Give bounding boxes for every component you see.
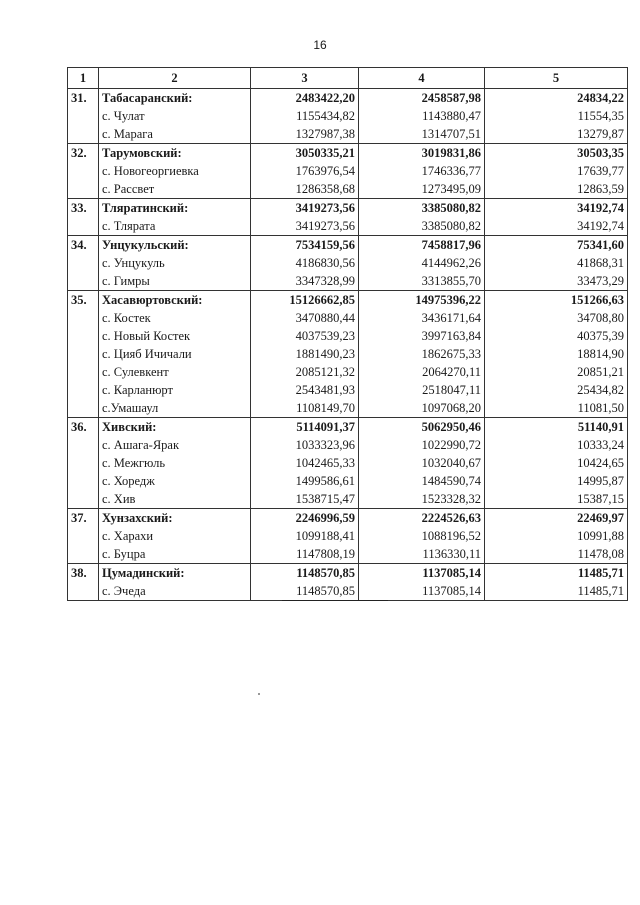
name-cell: с. Сулевкент [99, 363, 251, 381]
col3-value-cell: 1042465,33 [251, 454, 359, 472]
col5-value-cell: 34192,74 [485, 199, 628, 218]
name-cell: с. Цияб Ичичали [99, 345, 251, 363]
col5-value-cell: 11485,71 [485, 564, 628, 583]
col5-value-cell: 20851,21 [485, 363, 628, 381]
col5-value-cell: 13279,87 [485, 125, 628, 144]
village-row [68, 527, 628, 545]
name-cell: Тарумовский: [99, 144, 251, 163]
village-row [68, 162, 628, 180]
col5-value-cell: 11485,71 [485, 582, 628, 601]
name-cell: с. Эчеда [99, 582, 251, 601]
col4-value-cell: 1314707,51 [359, 125, 485, 144]
district-row [68, 564, 628, 583]
col4-value-cell: 4144962,26 [359, 254, 485, 272]
row-number-cell: 33. [68, 199, 99, 218]
col4-value-cell: 1022990,72 [359, 436, 485, 454]
row-number-cell: 38. [68, 564, 99, 583]
name-cell: с. Марага [99, 125, 251, 144]
name-cell: с. Межгюль [99, 454, 251, 472]
name-cell: Тляратинский: [99, 199, 251, 218]
col3-value-cell: 1033323,96 [251, 436, 359, 454]
name-cell: с.Умашаул [99, 399, 251, 418]
header-col-4: 4 [359, 68, 485, 89]
village-row [68, 125, 628, 144]
page-number: 16 [313, 38, 327, 52]
col3-value-cell: 3470880,44 [251, 309, 359, 327]
row-number-cell [68, 107, 99, 125]
row-number-cell [68, 381, 99, 399]
col5-value-cell: 34708,80 [485, 309, 628, 327]
col5-value-cell: 11554,35 [485, 107, 628, 125]
name-cell: Хивский: [99, 418, 251, 437]
col5-value-cell: 11081,50 [485, 399, 628, 418]
col5-value-cell: 25434,82 [485, 381, 628, 399]
name-cell: с. Ашага-Ярак [99, 436, 251, 454]
district-row [68, 291, 628, 310]
name-cell: с. Гимры [99, 272, 251, 291]
village-row [68, 582, 628, 601]
table-body [68, 89, 628, 601]
row-number-cell [68, 217, 99, 236]
col4-value-cell: 3997163,84 [359, 327, 485, 345]
table-header [68, 68, 628, 89]
col4-value-cell: 7458817,96 [359, 236, 485, 255]
col3-value-cell: 1763976,54 [251, 162, 359, 180]
row-number-cell: 32. [68, 144, 99, 163]
col4-value-cell: 3385080,82 [359, 199, 485, 218]
col5-value-cell: 11478,08 [485, 545, 628, 564]
name-cell: Табасаранский: [99, 89, 251, 108]
col4-value-cell: 2064270,11 [359, 363, 485, 381]
row-number-cell [68, 582, 99, 601]
col5-value-cell: 18814,90 [485, 345, 628, 363]
name-cell: с. Карланюрт [99, 381, 251, 399]
name-cell: с. Унцукуль [99, 254, 251, 272]
col3-value-cell: 2246996,59 [251, 509, 359, 528]
row-number-cell: 31. [68, 89, 99, 108]
col3-value-cell: 3050335,21 [251, 144, 359, 163]
village-row [68, 472, 628, 490]
col4-value-cell: 1088196,52 [359, 527, 485, 545]
name-cell: с. Новогеоргиевка [99, 162, 251, 180]
name-cell: с. Хив [99, 490, 251, 509]
col3-value-cell: 15126662,85 [251, 291, 359, 310]
scan-speck [258, 693, 260, 695]
row-number-cell [68, 490, 99, 509]
col4-value-cell: 2224526,63 [359, 509, 485, 528]
col5-value-cell: 151266,63 [485, 291, 628, 310]
col3-value-cell: 1155434,82 [251, 107, 359, 125]
col4-value-cell: 5062950,46 [359, 418, 485, 437]
col5-value-cell: 34192,74 [485, 217, 628, 236]
village-row [68, 180, 628, 199]
row-number-cell: 37. [68, 509, 99, 528]
col3-value-cell: 3347328,99 [251, 272, 359, 291]
col5-value-cell: 22469,97 [485, 509, 628, 528]
col3-value-cell: 2543481,93 [251, 381, 359, 399]
row-number-cell [68, 309, 99, 327]
col3-value-cell: 7534159,56 [251, 236, 359, 255]
col3-value-cell: 1881490,23 [251, 345, 359, 363]
col5-value-cell: 17639,77 [485, 162, 628, 180]
col3-value-cell: 1538715,47 [251, 490, 359, 509]
name-cell: с. Костек [99, 309, 251, 327]
col4-value-cell: 1137085,14 [359, 564, 485, 583]
row-number-cell [68, 545, 99, 564]
village-row [68, 454, 628, 472]
col3-value-cell: 1148570,85 [251, 582, 359, 601]
col5-value-cell: 30503,35 [485, 144, 628, 163]
village-row [68, 436, 628, 454]
col4-value-cell: 3385080,82 [359, 217, 485, 236]
col3-value-cell: 4186830,56 [251, 254, 359, 272]
col4-value-cell: 1032040,67 [359, 454, 485, 472]
row-number-cell [68, 345, 99, 363]
row-number-cell [68, 454, 99, 472]
district-row [68, 199, 628, 218]
col5-value-cell: 24834,22 [485, 89, 628, 108]
col5-value-cell: 12863,59 [485, 180, 628, 199]
col3-value-cell: 4037539,23 [251, 327, 359, 345]
col3-value-cell: 2483422,20 [251, 89, 359, 108]
col4-value-cell: 1523328,32 [359, 490, 485, 509]
col4-value-cell: 1143880,47 [359, 107, 485, 125]
col4-value-cell: 14975396,22 [359, 291, 485, 310]
name-cell: Унцукульский: [99, 236, 251, 255]
village-row [68, 107, 628, 125]
village-row [68, 490, 628, 509]
name-cell: с. Буцра [99, 545, 251, 564]
name-cell: с. Чулат [99, 107, 251, 125]
village-row [68, 272, 628, 291]
col3-value-cell: 1327987,38 [251, 125, 359, 144]
end-rule [282, 600, 388, 601]
col5-value-cell: 33473,29 [485, 272, 628, 291]
header-col-3: 3 [251, 68, 359, 89]
district-row [68, 89, 628, 108]
district-row [68, 144, 628, 163]
col3-value-cell: 1286358,68 [251, 180, 359, 199]
district-row [68, 509, 628, 528]
row-number-cell [68, 527, 99, 545]
village-row [68, 399, 628, 418]
allocation-table [67, 67, 628, 601]
row-number-cell [68, 472, 99, 490]
row-number-cell [68, 254, 99, 272]
col3-value-cell: 1499586,61 [251, 472, 359, 490]
row-number-cell [68, 399, 99, 418]
name-cell: Хунзахский: [99, 509, 251, 528]
col5-value-cell: 75341,60 [485, 236, 628, 255]
row-number-cell [68, 272, 99, 291]
row-number-cell [68, 125, 99, 144]
col4-value-cell: 3019831,86 [359, 144, 485, 163]
row-number-cell [68, 436, 99, 454]
col3-value-cell: 2085121,32 [251, 363, 359, 381]
row-number-cell: 36. [68, 418, 99, 437]
row-number-cell: 35. [68, 291, 99, 310]
col5-value-cell: 10424,65 [485, 454, 628, 472]
header-col-5: 5 [485, 68, 628, 89]
name-cell: с. Тлярата [99, 217, 251, 236]
district-row [68, 418, 628, 437]
village-row [68, 363, 628, 381]
village-row [68, 309, 628, 327]
col3-value-cell: 1147808,19 [251, 545, 359, 564]
name-cell: с. Новый Костек [99, 327, 251, 345]
col5-value-cell: 41868,31 [485, 254, 628, 272]
header-row [68, 68, 628, 89]
col3-value-cell: 3419273,56 [251, 217, 359, 236]
col4-value-cell: 1862675,33 [359, 345, 485, 363]
col4-value-cell: 1484590,74 [359, 472, 485, 490]
col5-value-cell: 10333,24 [485, 436, 628, 454]
col4-value-cell: 2518047,11 [359, 381, 485, 399]
name-cell: с. Хоредж [99, 472, 251, 490]
village-row [68, 381, 628, 399]
col5-value-cell: 51140,91 [485, 418, 628, 437]
header-col-1: 1 [68, 68, 99, 89]
village-row [68, 254, 628, 272]
village-row [68, 345, 628, 363]
row-number-cell: 34. [68, 236, 99, 255]
col4-value-cell: 1097068,20 [359, 399, 485, 418]
col4-value-cell: 1136330,11 [359, 545, 485, 564]
village-row [68, 327, 628, 345]
col5-value-cell: 10991,88 [485, 527, 628, 545]
col3-value-cell: 3419273,56 [251, 199, 359, 218]
col4-value-cell: 1273495,09 [359, 180, 485, 199]
row-number-cell [68, 363, 99, 381]
col3-value-cell: 1148570,85 [251, 564, 359, 583]
col5-value-cell: 15387,15 [485, 490, 628, 509]
name-cell: Хасавюртовский: [99, 291, 251, 310]
row-number-cell [68, 327, 99, 345]
village-row [68, 217, 628, 236]
name-cell: с. Харахи [99, 527, 251, 545]
name-cell: Цумадинский: [99, 564, 251, 583]
name-cell: с. Рассвет [99, 180, 251, 199]
col3-value-cell: 5114091,37 [251, 418, 359, 437]
village-row [68, 545, 628, 564]
col3-value-cell: 1108149,70 [251, 399, 359, 418]
header-col-2: 2 [99, 68, 251, 89]
row-number-cell [68, 180, 99, 199]
row-number-cell [68, 162, 99, 180]
col4-value-cell: 3436171,64 [359, 309, 485, 327]
col4-value-cell: 1137085,14 [359, 582, 485, 601]
col4-value-cell: 3313855,70 [359, 272, 485, 291]
col4-value-cell: 1746336,77 [359, 162, 485, 180]
col3-value-cell: 1099188,41 [251, 527, 359, 545]
col4-value-cell: 2458587,98 [359, 89, 485, 108]
col5-value-cell: 14995,87 [485, 472, 628, 490]
col5-value-cell: 40375,39 [485, 327, 628, 345]
district-row [68, 236, 628, 255]
